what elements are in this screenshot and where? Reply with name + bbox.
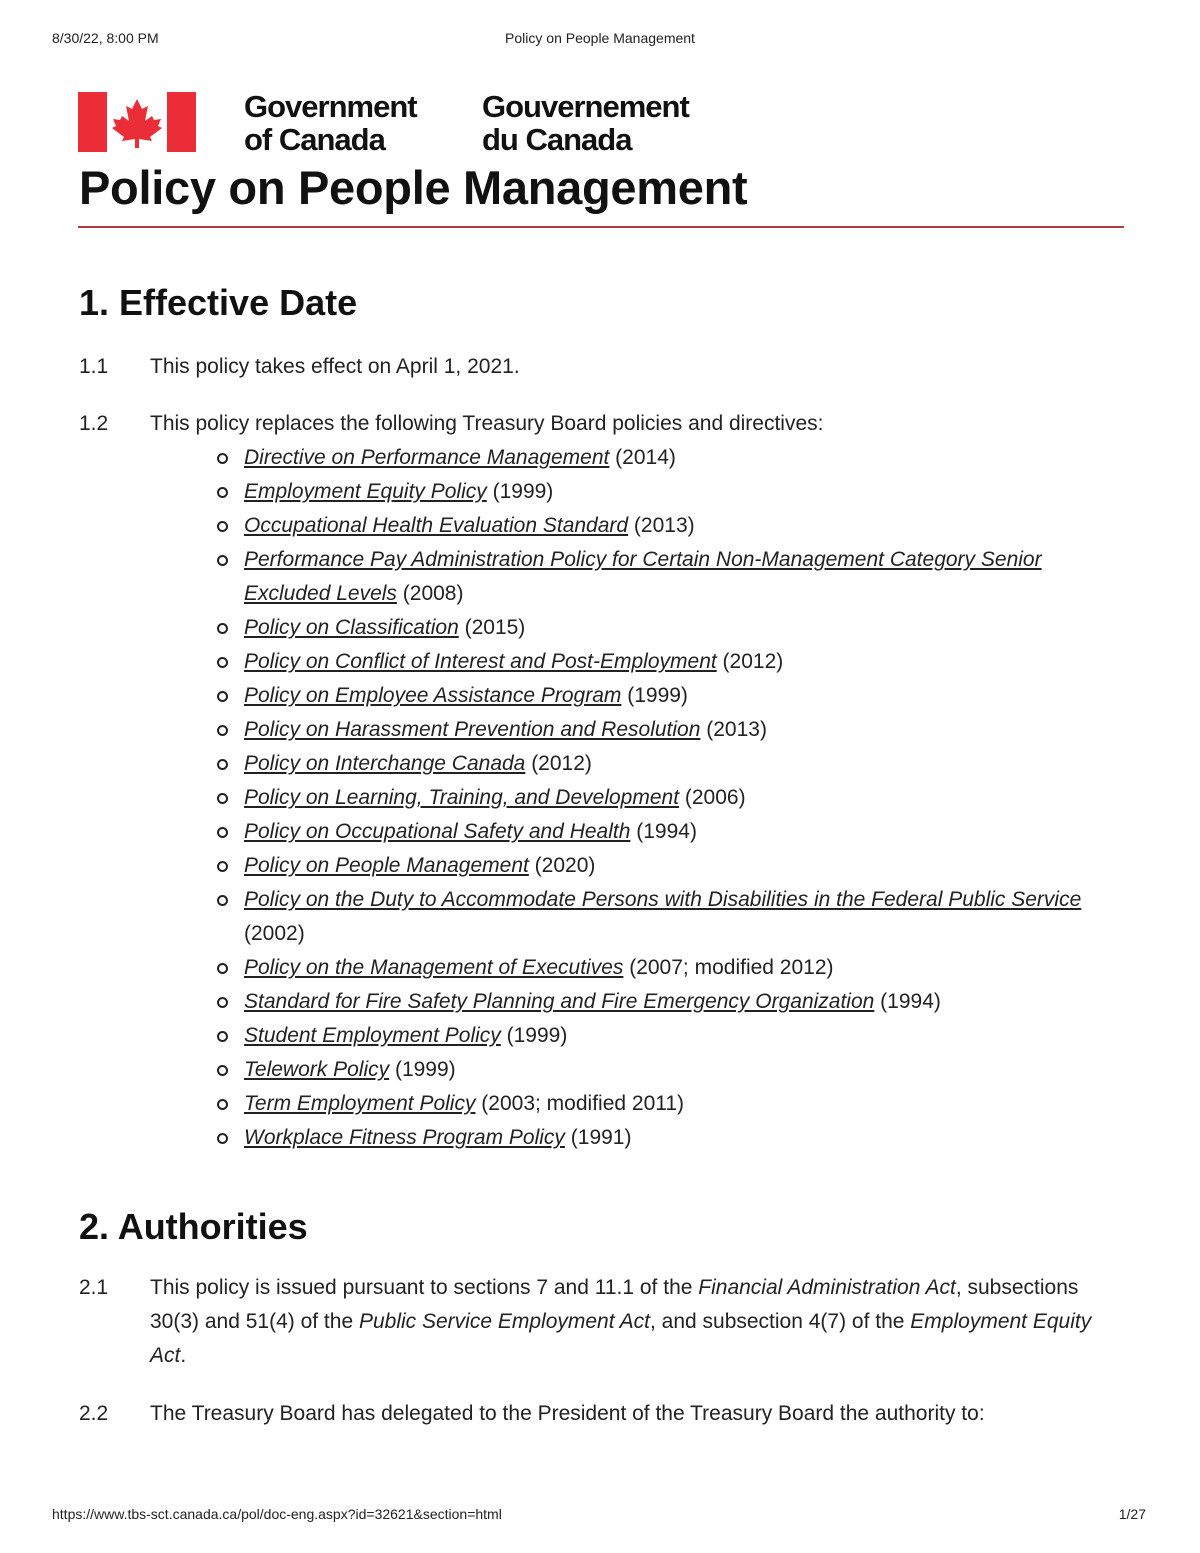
policy-year: (2008)	[396, 582, 464, 605]
policy-link[interactable]: Policy on Occupational Safety and Health	[244, 820, 631, 843]
policy-link[interactable]: Policy on Classification	[244, 616, 459, 639]
policy-year: (1999)	[389, 1058, 456, 1081]
text-run: , and subsection 4(7) of the	[649, 1310, 911, 1333]
list-item	[214, 985, 1114, 1019]
list-item	[214, 815, 1114, 849]
policy-year: (2013)	[628, 514, 695, 537]
circle-bullet-icon	[217, 1031, 228, 1042]
list-item	[214, 951, 1114, 985]
policy-link[interactable]: Telework Policy	[244, 1058, 390, 1081]
paragraph-text: The Treasury Board has delegated to the President of the Treasury Board the authority to:	[150, 1402, 985, 1425]
list-item	[214, 475, 1114, 509]
list-item	[214, 611, 1114, 645]
circle-bullet-icon	[217, 1133, 228, 1144]
circle-bullet-icon	[217, 487, 228, 498]
list-item	[214, 713, 1114, 747]
text-run: , subsections 30(3) and 51(4) of the	[150, 1276, 1079, 1333]
paragraph-text	[150, 1271, 1109, 1373]
list-item	[214, 1087, 1114, 1121]
print-footer	[0, 1506, 1200, 1526]
circle-bullet-icon	[217, 793, 228, 804]
circle-bullet-icon	[217, 895, 228, 906]
circle-bullet-icon	[217, 521, 228, 532]
list-item	[214, 747, 1114, 781]
english-wordmark-line2: of Canada	[244, 122, 385, 157]
policy-link[interactable]: Occupational Health Evaluation Standard	[244, 514, 629, 537]
policy-year: (1999)	[621, 684, 688, 707]
circle-bullet-icon	[217, 657, 228, 668]
list-item	[214, 1019, 1114, 1053]
paragraph-2-2	[79, 1397, 1109, 1431]
print-datetime: 8/30/22, 8:00 PM	[52, 30, 159, 46]
text-run: This policy is issued pursuant to sections 7 and 11.1 of the	[150, 1276, 699, 1299]
policy-year: (2007; modified 2012)	[623, 956, 834, 979]
list-item	[214, 1053, 1114, 1087]
list-item	[214, 679, 1114, 713]
policy-link[interactable]: Policy on Harassment Prevention and Resolution	[244, 718, 701, 741]
circle-bullet-icon	[217, 827, 228, 838]
list-item	[214, 849, 1114, 883]
paragraph-number: 2.2	[79, 1402, 109, 1425]
act-title: Financial Administration Act	[698, 1276, 956, 1299]
policy-link[interactable]: Policy on the Management of Executives	[244, 956, 624, 979]
policy-year: (2014)	[609, 446, 676, 469]
list-item	[214, 781, 1114, 815]
french-wordmark	[482, 90, 689, 156]
circle-bullet-icon	[217, 861, 228, 872]
list-item	[214, 1121, 1114, 1155]
policy-link[interactable]: Term Employment Policy	[244, 1092, 476, 1115]
paragraph-2-1	[79, 1271, 1109, 1373]
list-item	[214, 883, 1114, 951]
circle-bullet-icon	[217, 963, 228, 974]
policy-year: (1999)	[500, 1024, 568, 1047]
text-run: .	[180, 1344, 187, 1367]
policy-year: (1994)	[874, 990, 941, 1013]
paragraph-number: 1.1	[79, 355, 109, 378]
list-item	[214, 509, 1114, 543]
policy-year: (2006)	[679, 786, 746, 809]
paragraph-number: 1.2	[79, 412, 109, 435]
print-header	[0, 30, 1200, 50]
circle-bullet-icon	[217, 555, 228, 566]
list-item	[214, 645, 1114, 679]
policy-link[interactable]: Policy on Conflict of Interest and Post-Employment	[244, 650, 717, 673]
policy-link[interactable]: Policy on the Duty to Accommodate Persons with Disabilities in the Federal Public Service	[244, 888, 1082, 911]
circle-bullet-icon	[217, 997, 228, 1008]
circle-bullet-icon	[217, 623, 228, 634]
french-wordmark-line1: Gouvernement	[482, 89, 689, 124]
paragraph-number: 2.1	[79, 1276, 109, 1299]
english-wordmark	[244, 90, 417, 156]
policy-year: (1999)	[486, 480, 554, 503]
section-2-heading: 2. Authorities	[79, 1206, 308, 1247]
list-item	[214, 543, 1114, 611]
circle-bullet-icon	[217, 1065, 228, 1076]
policy-year: (2002)	[244, 922, 305, 945]
title-divider	[78, 226, 1124, 228]
section-1-heading: 1. Effective Date	[79, 282, 358, 323]
policy-link[interactable]: Policy on Learning, Training, and Development	[244, 786, 680, 809]
policy-link[interactable]: Employment Equity Policy	[244, 480, 487, 503]
replaced-policies-list	[214, 441, 1114, 1155]
policy-link[interactable]: Performance Pay Administration Policy for Certain Non-Management Category Senior Excluded Levels	[244, 548, 1042, 605]
policy-link[interactable]: Workplace Fitness Program Policy	[244, 1126, 565, 1149]
circle-bullet-icon	[217, 453, 228, 464]
policy-year: (2013)	[700, 718, 767, 741]
list-item	[214, 441, 1114, 475]
policy-year: (2003; modified 2011)	[475, 1092, 685, 1115]
policy-year: (2012)	[525, 752, 592, 775]
paragraph-text: This policy replaces the following Treasury Board policies and directives:	[150, 412, 824, 435]
policy-year: (2015)	[458, 616, 526, 639]
policy-link[interactable]: Policy on Interchange Canada	[244, 752, 526, 775]
paragraph-1-2	[79, 407, 1109, 441]
page-title: Policy on People Management	[79, 161, 748, 214]
english-wordmark-line1: Government	[244, 89, 417, 124]
policy-link[interactable]: Policy on People Management	[244, 854, 529, 877]
policy-year: (2012)	[716, 650, 784, 673]
paragraph-1-1	[79, 350, 1109, 384]
policy-year: (2020)	[528, 854, 596, 877]
policy-link[interactable]: Directive on Performance Management	[244, 446, 610, 469]
page-url: https://www.tbs-sct.canada.ca/pol/doc-eng.aspx?id=32621&section=html	[52, 1506, 502, 1522]
canada-flag-icon	[78, 92, 196, 152]
circle-bullet-icon	[217, 691, 228, 702]
circle-bullet-icon	[217, 725, 228, 736]
policy-link[interactable]: Standard for Fire Safety Planning and Fire Emergency Organization	[244, 990, 875, 1013]
circle-bullet-icon	[217, 759, 228, 770]
policy-year: (1991)	[564, 1126, 632, 1149]
print-title: Policy on People Management	[505, 30, 695, 46]
policy-link[interactable]: Policy on Employee Assistance Program	[244, 684, 622, 707]
policy-year: (1994)	[630, 820, 697, 843]
circle-bullet-icon	[217, 1099, 228, 1110]
paragraph-text: This policy takes effect on April 1, 2021.	[150, 355, 520, 378]
act-title: Public Service Employment Act	[358, 1310, 650, 1333]
page-number: 1/27	[1118, 1506, 1146, 1522]
french-wordmark-line2: du Canada	[482, 122, 632, 157]
act-title: Employment Equity Act	[150, 1310, 1092, 1367]
policy-link[interactable]: Student Employment Policy	[244, 1024, 501, 1047]
